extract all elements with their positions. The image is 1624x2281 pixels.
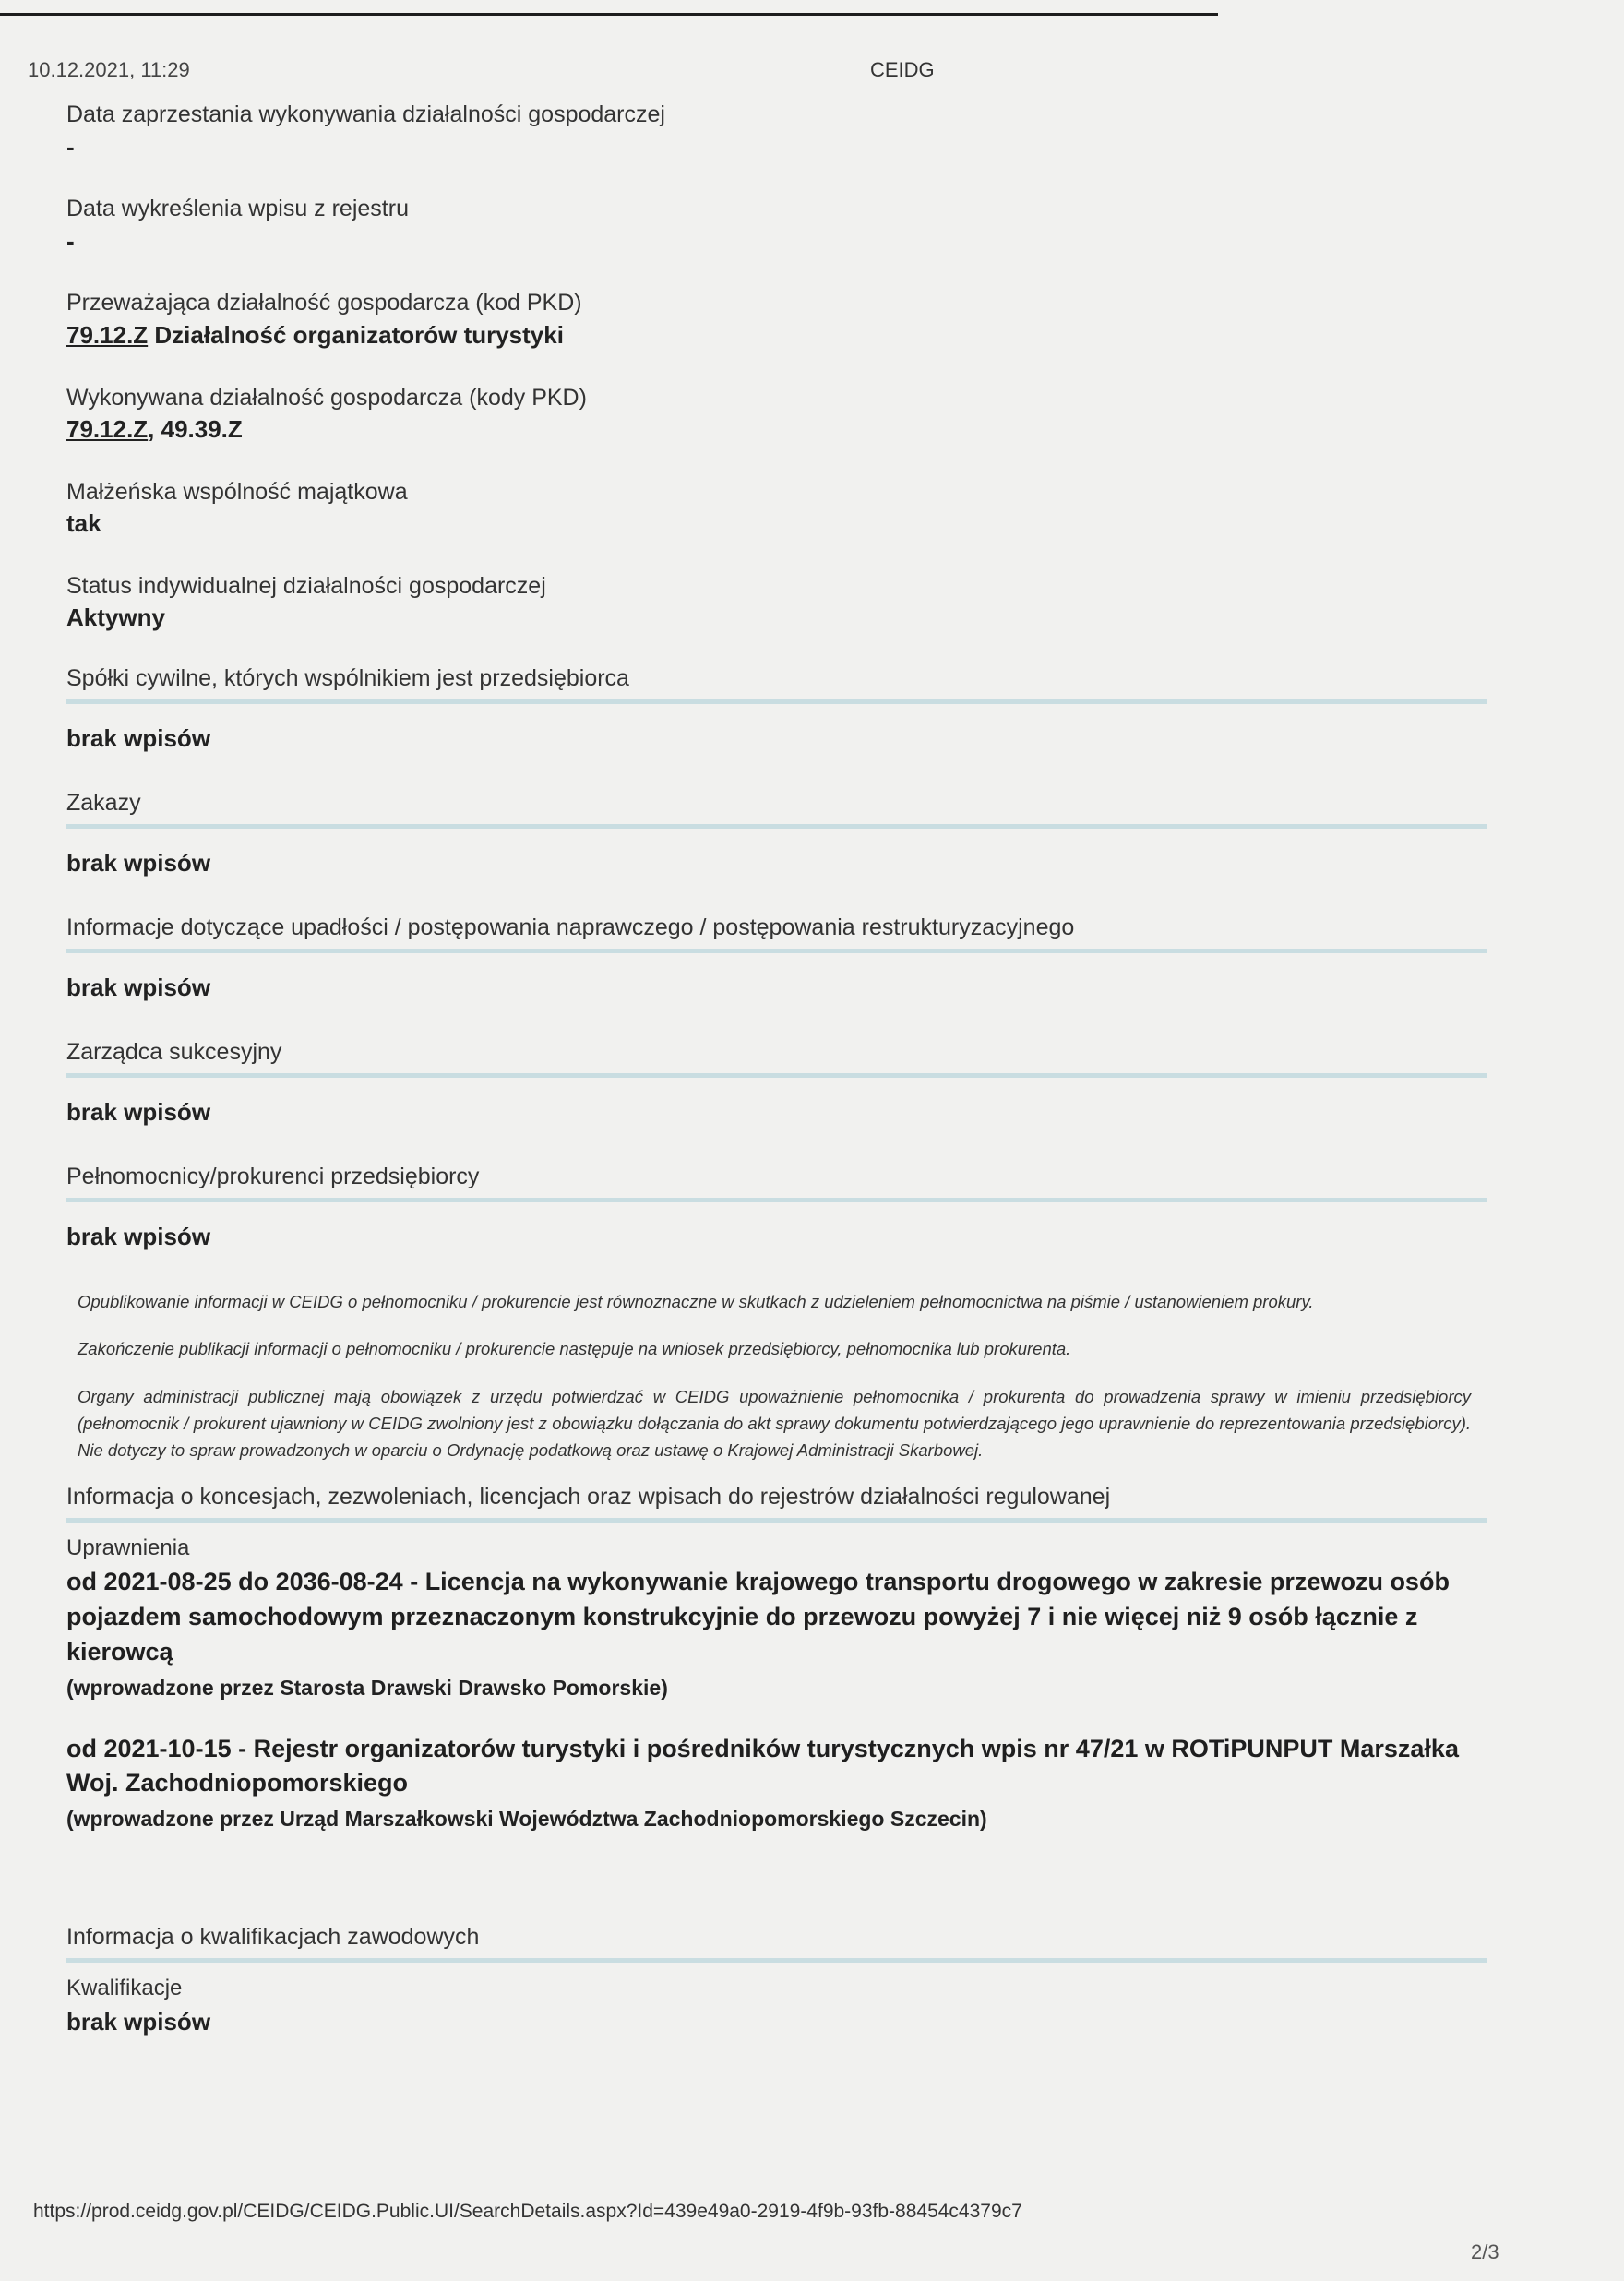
section-civil-partnerships	[66, 665, 1487, 753]
section-value: brak wpisów	[66, 973, 211, 1002]
section-proxies	[66, 1164, 1487, 1251]
pkd-code-link[interactable]: 79.12.Z	[66, 320, 149, 349]
field-status	[66, 571, 1487, 636]
license-issuer: (wprowadzone przez Starosta Drawski Drawsko Pomorskie)	[66, 1675, 668, 1700]
note-paragraph: Zakończenie publikacji informacji o pełnomocniku / prokurencie następuje na wniosek przedsiębiorcy, pełnomocnika lub prokurenta.	[78, 1339, 1071, 1359]
document-body	[66, 100, 1487, 2040]
pkd-codes-rest: , 49.39.Z	[148, 415, 243, 444]
section-qualifications	[66, 1924, 1487, 2040]
field-marital-property	[66, 477, 1487, 542]
section-bans	[66, 790, 1487, 878]
section-title: Zarządca sukcesyjny	[66, 1039, 1487, 1078]
field-label: Wykonywana działalność gospodarcza (kody PKD)	[66, 384, 587, 411]
field-value: Aktywny	[66, 603, 165, 632]
field-end-date	[66, 100, 1487, 164]
license-entry: od 2021-08-25 do 2036-08-24 - Licencja na wykonywanie krajowego transportu drogowego w zakresie przewozu osób pojazdem samochodowym przeznaczonym konstrukcyjnie do przewozu powyżej 7 i nie więcej niż 9 osób łącznie z kierowcą	[66, 1568, 1450, 1666]
section-value: brak wpisów	[66, 1098, 211, 1127]
note-paragraph: Opublikowanie informacji w CEIDG o pełnomocniku / prokurencie jest równoznaczne w skutkach z udzieleniem pełnomocnictwa na piśmie / ustanowieniem prokury.	[78, 1292, 1314, 1312]
section-succession-manager	[66, 1039, 1487, 1127]
section-bankruptcy	[66, 914, 1487, 1002]
section-value: brak wpisów	[66, 724, 211, 753]
qualifications-value: brak wpisów	[66, 2008, 211, 2036]
section-licenses	[66, 1484, 1487, 1832]
section-value: brak wpisów	[66, 849, 211, 878]
source-url: https://prod.ceidg.gov.pl/CEIDG/CEIDG.Public.UI/SearchDetails.aspx?Id=439e49a0-2919-4f9b-93fb-88454c4379c7	[33, 2201, 1022, 2222]
section-title: Informacja o kwalifikacjach zawodowych	[66, 1924, 1487, 1963]
pkd-code-link[interactable]: 79.12.Z	[66, 415, 149, 444]
note-paragraph: Organy administracji publicznej mają obowiązek z urzędu potwierdzać w CEIDG upoważnienie pełnomocnika / prokurenta do prowadzenia sprawy w imieniu przedsiębiorcy (pełnomocnik / prokurent ujawniony w CEIDG zwolniony jest z obowiązku dołączania do akt sprawy dokumentu potwierdzającego jego uprawnienie do reprezentowania przedsiębiorcy). Nie dotyczy to spraw prowadzonych w oparciu o Ordynację podatkową oraz ustawę o Krajowej Administracji Skarbowej.	[78, 1386, 1471, 1460]
section-title: Pełnomocnicy/prokurenci przedsiębiorcy	[66, 1164, 1487, 1202]
qualifications-subtitle: Kwalifikacje	[66, 1976, 183, 2001]
field-value: -	[66, 132, 75, 161]
field-label: Data wykreślenia wpisu z rejestru	[66, 196, 409, 222]
field-label: Status indywidualnej działalności gospodarczej	[66, 572, 546, 599]
page-number: 2/3	[1471, 2240, 1499, 2263]
license-issuer: (wprowadzone przez Urząd Marszałkowski Województwa Zachodniopomorskiego Szczecin)	[66, 1807, 987, 1832]
field-value: -	[66, 226, 75, 255]
section-value: brak wpisów	[66, 1223, 211, 1251]
section-title: Zakazy	[66, 790, 1487, 829]
pkd-description: Działalność organizatorów turystyki	[148, 320, 564, 349]
licenses-subtitle: Uprawnienia	[66, 1535, 190, 1561]
print-site-title: CEIDG	[870, 58, 935, 81]
field-pkd-codes	[66, 383, 1487, 448]
field-deletion-date	[66, 194, 1487, 258]
print-datetime: 10.12.2021, 11:29	[28, 58, 190, 81]
section-title: Informacje dotyczące upadłości / postępowania naprawczego / postępowania restrukturyzacyjnego	[66, 914, 1487, 953]
section-title: Informacja o koncesjach, zezwoleniach, licencjach oraz wpisach do rejestrów działalności regulowanej	[66, 1484, 1487, 1523]
field-value: tak	[66, 509, 102, 538]
field-value	[66, 318, 1487, 353]
field-label: Data zaprzestania wykonywania działalności gospodarczej	[66, 102, 665, 127]
field-label: Przeważająca działalność gospodarcza (kod PKD)	[66, 290, 582, 316]
top-border-line	[0, 13, 1218, 16]
field-label: Małżeńska wspólność majątkowa	[66, 478, 408, 505]
section-title: Spółki cywilne, których wspólnikiem jest przedsiębiorca	[66, 665, 1487, 704]
proxy-notes	[78, 1288, 1471, 1463]
license-entry: od 2021-10-15 - Rejestr organizatorów turystyki i pośredników turystycznych wpis nr 47/21 w ROTiPUNPUT Marszałka Woj. Zachodniopomorskiego	[66, 1734, 1459, 1797]
field-value	[66, 412, 1487, 448]
field-main-pkd	[66, 288, 1487, 352]
